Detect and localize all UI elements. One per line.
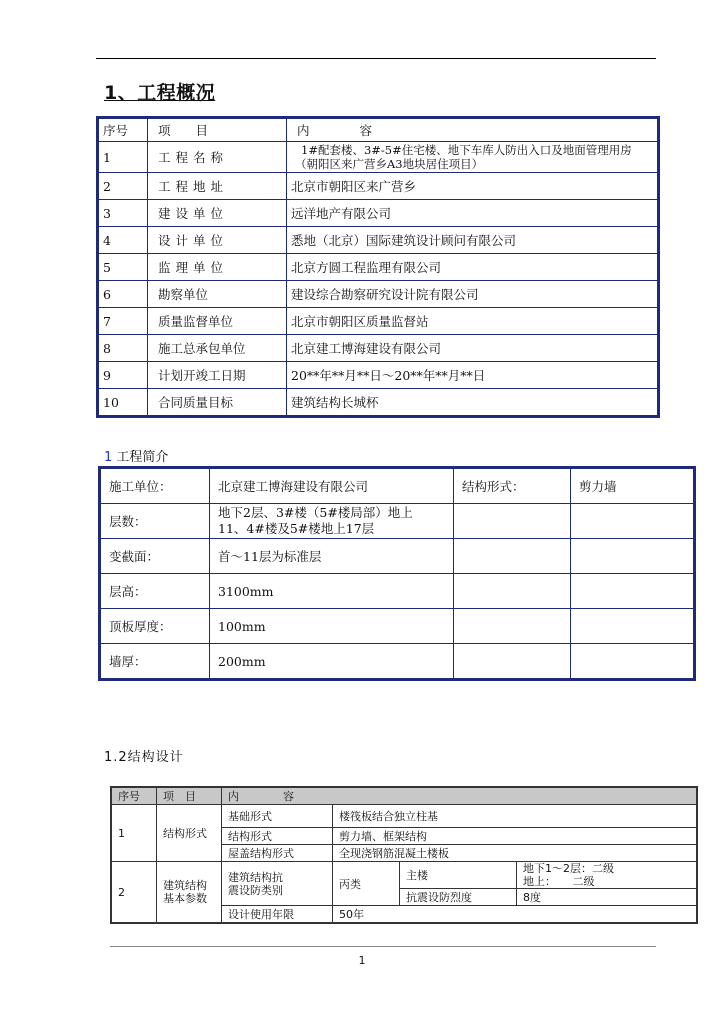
empty-cell: [571, 644, 695, 680]
row-number: 2: [111, 862, 157, 924]
value-line: 11、4#楼及5#楼地上17层: [218, 521, 375, 536]
table-row: [98, 389, 659, 417]
row-number: 4: [98, 227, 148, 254]
life-value: 50年: [333, 906, 698, 924]
row-item: 工程地址: [148, 173, 287, 200]
row-content: 20**年**月**日～20**年**月**日: [287, 362, 659, 389]
empty-cell: [571, 504, 695, 539]
table-row: [98, 281, 659, 308]
intensity-label: 抗震设防烈度: [400, 889, 517, 906]
row-item: 施工总承包单位: [148, 335, 287, 362]
section-label: 工程简介: [116, 450, 169, 465]
row-number: 7: [98, 308, 148, 335]
table-row: [100, 644, 695, 680]
row-item: 质量监督单位: [148, 308, 287, 335]
row-content: 悉地（北京）国际建筑设计顾问有限公司: [287, 227, 659, 254]
intro-label: 墙厚：: [100, 644, 210, 680]
table-row: [111, 862, 697, 889]
row-number: 9: [98, 362, 148, 389]
row-content: 北京市朝阳区来广营乡: [287, 173, 659, 200]
intro-label: 结构形式：: [454, 468, 571, 504]
section-heading-structure: 1.2结构设计: [104, 750, 184, 765]
main-building-label: 主楼: [400, 862, 517, 889]
item-line: 建筑结构: [163, 879, 207, 892]
intro-label: 变截面：: [100, 539, 210, 574]
key-line: 震设防类别: [228, 883, 283, 897]
sub-key: 屋盖结构形式: [222, 845, 333, 862]
page-number: 1: [358, 954, 366, 967]
row-content: 北京建工博海建设有限公司: [287, 335, 659, 362]
intro-value: 剪力墙: [571, 468, 695, 504]
sub-value: 剪力墙、框架结构: [333, 828, 698, 845]
empty-cell: [571, 539, 695, 574]
value-line: 地下2层、3#楼（5#楼局部）地上: [218, 505, 413, 520]
table-row: [100, 539, 695, 574]
row-content: 北京市朝阳区质量监督站: [287, 308, 659, 335]
row-content: [287, 142, 659, 173]
item-line: 基本参数: [163, 892, 207, 905]
row-item: 设计单位: [148, 227, 287, 254]
seismic-grade: [517, 862, 698, 889]
empty-cell: [571, 609, 695, 644]
table-row: [98, 335, 659, 362]
row-number: 8: [98, 335, 148, 362]
grade-line: 地上： 二级: [523, 875, 595, 888]
intensity-value: 8度: [517, 889, 698, 906]
section-number: 1: [104, 450, 113, 465]
empty-cell: [454, 574, 571, 609]
row-number: 2: [98, 173, 148, 200]
sub-value: 全现浇钢筋混凝土楼板: [333, 845, 698, 862]
header-cell: 内 容: [222, 787, 698, 805]
grade-line: 地下1～2层：二级: [523, 862, 614, 875]
structure-table: [110, 786, 698, 924]
sub-value: 丙类: [333, 862, 400, 906]
row-item: 监理单位: [148, 254, 287, 281]
intro-value: 200mm: [210, 644, 454, 680]
row-number: 10: [98, 389, 148, 417]
table-row: [98, 254, 659, 281]
row-number: 6: [98, 281, 148, 308]
table-row: [98, 142, 659, 173]
row-number: 1: [111, 805, 157, 862]
header-cell: 内 容: [287, 118, 659, 142]
sub-value: 楼筏板结合独立柱基: [333, 805, 698, 828]
row-item: 工程名称: [148, 142, 287, 173]
header-cell: 项 目: [148, 118, 287, 142]
key-line: 建筑结构抗: [228, 870, 283, 884]
row-number: 3: [98, 200, 148, 227]
row-item: 合同质量目标: [148, 389, 287, 417]
intro-label: 顶板厚度：: [100, 609, 210, 644]
row-content: 北京方圆工程监理有限公司: [287, 254, 659, 281]
empty-cell: [454, 644, 571, 680]
header-cell: 项 目: [157, 787, 222, 805]
table-header-row: [111, 787, 697, 805]
table-row: [98, 362, 659, 389]
intro-label: 层数：: [100, 504, 210, 539]
footer-rule: [110, 946, 656, 947]
row-item: 结构形式: [157, 805, 222, 862]
row-item: 勘察单位: [148, 281, 287, 308]
sub-key: 结构形式: [222, 828, 333, 845]
table-row: [100, 504, 695, 539]
intro-value: [210, 504, 454, 539]
row-item: [157, 862, 222, 924]
table-row: [98, 200, 659, 227]
table-row: [98, 227, 659, 254]
empty-cell: [454, 504, 571, 539]
table-row: [98, 308, 659, 335]
intro-table: [98, 466, 696, 681]
row-content: 建筑结构长城杯: [287, 389, 659, 417]
intro-value: 3100mm: [210, 574, 454, 609]
content-line: 1#配套楼、3#-5#住宅楼、地下车库人防出入口及地面管理用房: [301, 143, 632, 157]
row-number: 1: [98, 142, 148, 173]
life-label: 设计使用年限: [222, 906, 333, 924]
sub-key: [222, 862, 333, 906]
intro-value: 100mm: [210, 609, 454, 644]
intro-value: 首～11层为标准层: [210, 539, 454, 574]
table-header-row: [98, 118, 659, 142]
overview-table: [96, 116, 660, 418]
table-row: [100, 574, 695, 609]
table-row: [98, 173, 659, 200]
header-cell: 序号: [98, 118, 148, 142]
content-line: （朝阳区来广营乡A3地块居住项目）: [295, 157, 484, 171]
header-rule: [96, 58, 656, 59]
intro-label: 层高：: [100, 574, 210, 609]
sub-key: 基础形式: [222, 805, 333, 828]
intro-label: 施工单位：: [100, 468, 210, 504]
row-content: 建设综合勘察研究设计院有限公司: [287, 281, 659, 308]
table-row: [100, 468, 695, 504]
table-row: [100, 609, 695, 644]
intro-value: 北京建工博海建设有限公司: [210, 468, 454, 504]
page-title: 1、工程概况: [104, 82, 216, 104]
row-number: 5: [98, 254, 148, 281]
empty-cell: [454, 609, 571, 644]
row-item: 计划开竣工日期: [148, 362, 287, 389]
table-row: [111, 805, 697, 828]
row-item: 建设单位: [148, 200, 287, 227]
empty-cell: [571, 574, 695, 609]
section-heading-intro: [104, 446, 168, 465]
header-cell: 序号: [111, 787, 157, 805]
row-content: 远洋地产有限公司: [287, 200, 659, 227]
empty-cell: [454, 539, 571, 574]
